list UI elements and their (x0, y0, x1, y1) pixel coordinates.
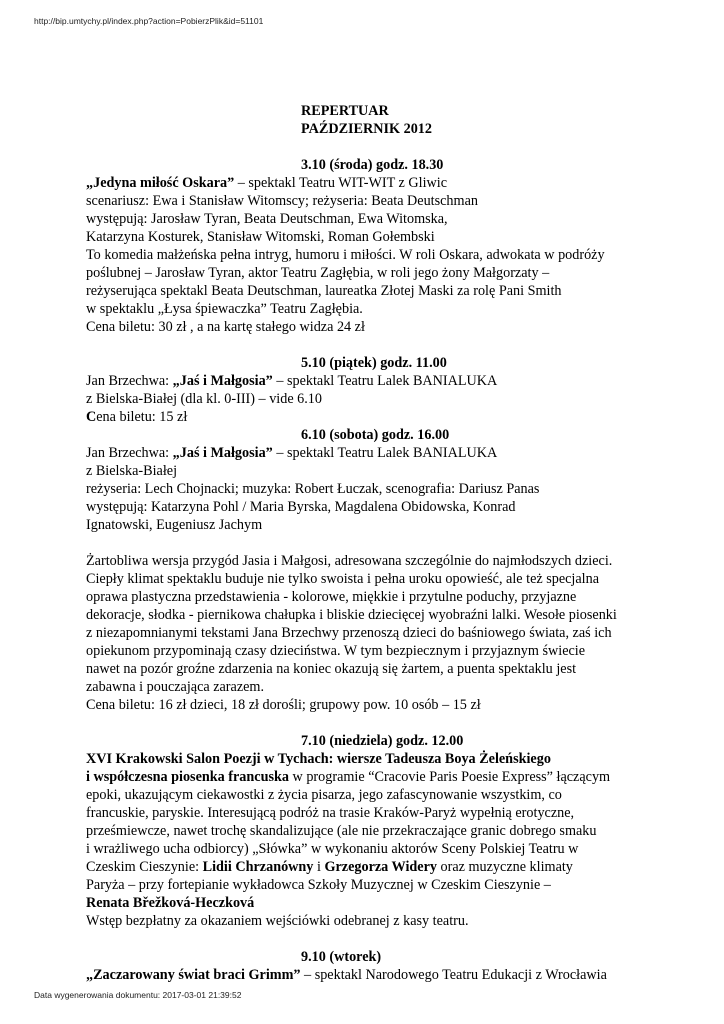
description-line: zabawna i pouczająca zarazem. (86, 679, 265, 695)
admission-note: Wstęp bezpłatny za okazaniem wejściówki odebranej z kasy teatru. (86, 913, 469, 929)
performer-name: Renata Břežková-Heczková (86, 895, 255, 911)
event-date: 9.10 (wtorek) (301, 949, 382, 965)
event-date: 7.10 (niedziela) godz. 12.00 (301, 733, 464, 749)
event-title: „Jedyna miłość Oskara” (86, 175, 235, 191)
text-line: To komedia małżeńska pełna intryg, humoru i miłości. W roli Oskara, adwokata w podróży (86, 247, 605, 263)
text-line: z Bielska-Białej (dla kl. 0-III) – vide 6.10 (86, 391, 322, 407)
repertoire-document (86, 102, 646, 984)
event-title-cont: i współczesna piosenka francuska (86, 769, 289, 785)
description-line: Ciepły klimat spektaklu buduje nie tylko swoista i pełna uroku opowieść, ale też specjalna (86, 571, 599, 587)
text-line: prześmiewcze, nawet trochę skandalizujące (ale nie przekraczające granic dobrego smaku (86, 823, 597, 839)
event-title: „Jaś i Małgosia” (172, 445, 273, 461)
text-line: Katarzyna Kosturek, Stanisław Witomski, Roman Gołembski (86, 229, 435, 245)
text-part: oraz muzyczne klimaty (437, 859, 573, 875)
event-date: 6.10 (sobota) godz. 16.00 (301, 427, 450, 443)
text-line: w spektaklu „Łysa śpiewaczka” Teatru Zagłębia. (86, 301, 363, 317)
text-line: epoki, ukazującym ciekawostki z życia pisarza, jego zafascynowanie wszystkim, co (86, 787, 562, 803)
description-line: z niezapomnianymi tekstami Jana Brzechwy przenoszą dzieci do baśniowego świata, zaś ich (86, 625, 612, 641)
event-title-rest: – spektakl Teatru WIT-WIT z Gliwic (234, 175, 447, 191)
event-title-rest: – spektakl Teatru Lalek BANIALUKA (272, 373, 498, 389)
event-title-rest: – spektakl Narodowego Teatru Edukacji z Wrocławia (300, 967, 607, 983)
text-line: reżyserująca spektakl Beata Deutschman, laureatka Złotej Maski za rolę Pani Smith (86, 283, 562, 299)
generation-date-footer: Data wygenerowania dokumentu: 2017-03-01 21:39:52 (34, 990, 242, 1000)
event-title-line (86, 372, 646, 390)
event-title: XVI Krakowski Salon Poezji w Tychach: wiersze Tadeusza Boya Żeleńskiego (86, 751, 551, 767)
description-line: Żartobliwa wersja przygód Jasia i Małgosi, adresowana szczególnie do najmłodszych dzieci. (86, 553, 613, 569)
description-line: opiekunom przypominają czasy dzieciństwa. W tym bezpiecznym i przyjaznym świecie (86, 643, 586, 659)
text-line: Ignatowski, Eugeniusz Jachym (86, 517, 263, 533)
text-line: poślubnej – Jarosław Tyran, aktor Teatru Zagłębia, w roli jego żony Małgorzaty – (86, 265, 550, 281)
author: Jan Brzechwa: (86, 373, 173, 389)
event-title: „Zaczarowany świat braci Grimm” (86, 967, 301, 983)
event-title-rest: – spektakl Teatru Lalek BANIALUKA (272, 445, 498, 461)
text-line: francuskie, paryskie. Interesującą podróż na trasie Kraków-Paryż wypełnią erotyczne, (86, 805, 575, 821)
ticket-price: Cena biletu: 30 zł , a na kartę stałego widza 24 zł (86, 319, 365, 335)
text-line (86, 768, 646, 786)
ticket-price-text: ena biletu: 15 zł (96, 409, 188, 425)
text-line: występują: Jarosław Tyran, Beata Deutschman, Ewa Witomska, (86, 211, 448, 227)
document-title: REPERTUAR (301, 103, 389, 119)
description-line: dekoracje, słodka - piernikowa chałupka i bliskie dziecięcej wyobraźni lalki. Wesołe piosenki (86, 607, 617, 623)
source-url: http://bip.umtychy.pl/index.php?action=PobierzPlik&id=51101 (34, 16, 264, 26)
description-line: nawet na pozór groźne zdarzenia na koniec okazują się żartem, a puenta spektaklu jest (86, 661, 577, 677)
event-title-line (86, 966, 646, 984)
text-line (86, 858, 646, 876)
bold-letter: C (86, 409, 97, 425)
document-subtitle: PAŹDZIERNIK 2012 (301, 121, 432, 137)
description-line: oprawa plastyczna przedstawienia - kolorowe, miękkie i przytulne poduchy, przyjazne (86, 589, 577, 605)
event-title-line (86, 174, 646, 192)
text-line: Paryża – przy fortepianie wykładowca Szkoły Muzycznej w Czeskim Cieszynie – (86, 877, 551, 893)
event-date: 3.10 (środa) godz. 18.30 (301, 157, 444, 173)
text-line: z Bielska-Białej (86, 463, 178, 479)
event-title: „Jaś i Małgosia” (172, 373, 273, 389)
text-part: Czeskim Cieszynie: (86, 859, 203, 875)
text-line: występują: Katarzyna Pohl / Maria Byrska, Magdalena Obidowska, Konrad (86, 499, 516, 515)
text-line: scenariusz: Ewa i Stanisław Witomscy; reżyseria: Beata Deutschman (86, 193, 478, 209)
text-rest: w programie “Cracovie Paris Poesie Express” łączącym (289, 769, 611, 785)
text-part: i (313, 859, 325, 875)
event-title-line (86, 444, 646, 462)
ticket-price (86, 408, 646, 426)
author: Jan Brzechwa: (86, 445, 173, 461)
performer-name: Grzegorza Widery (324, 859, 437, 875)
event-date: 5.10 (piątek) godz. 11.00 (301, 355, 447, 371)
performer-name: Lidii Chrzanówny (202, 859, 314, 875)
text-line: i wrażliwego ucha odbiorcy) „Słówka” w wykonaniu aktorów Sceny Polskiej Teatru w (86, 841, 579, 857)
ticket-price: Cena biletu: 16 zł dzieci, 18 zł dorośli; grupowy pow. 10 osób – 15 zł (86, 697, 481, 713)
text-line: reżyseria: Lech Chojnacki; muzyka: Robert Łuczak, scenografia: Dariusz Panas (86, 481, 540, 497)
